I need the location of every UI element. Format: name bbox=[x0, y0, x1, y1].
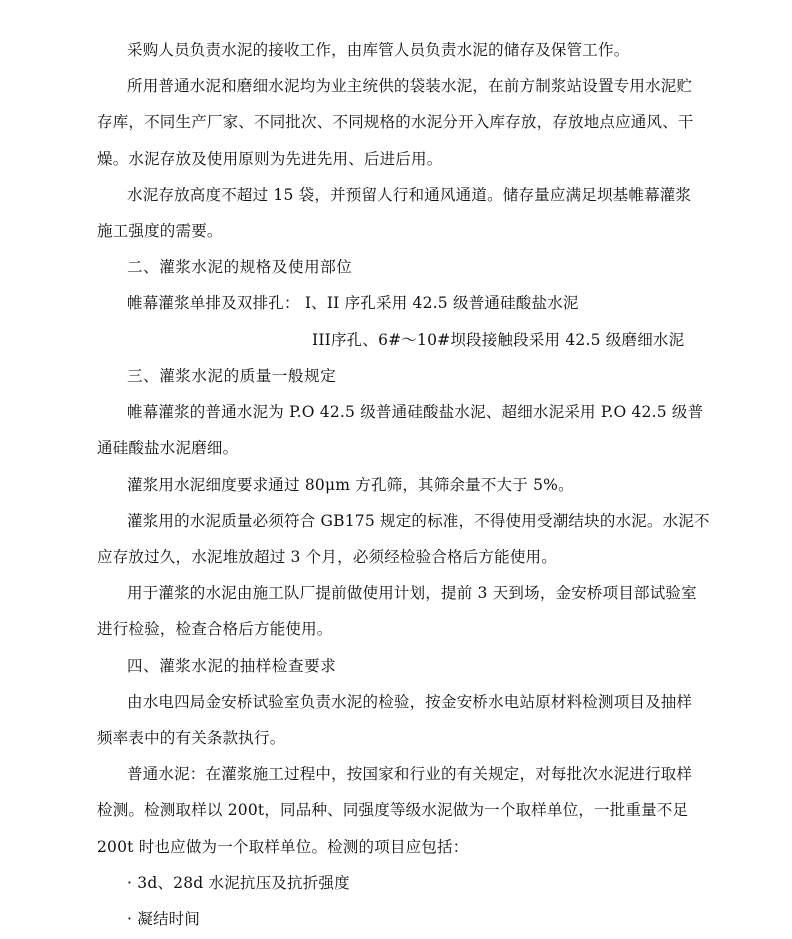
paragraph-line: 应存放过久，水泥堆放超过 3 个月，必须经检验合格后方能使用。 bbox=[97, 548, 557, 566]
paragraph-line: 帷幕灌浆单排及双排孔： I、II 序孔采用 42.5 级普通硅酸盐水泥 bbox=[127, 294, 579, 312]
paragraph-line: 普通水泥：在灌浆施工过程中，按国家和行业的有关规定，对每批次水泥进行取样 bbox=[127, 765, 693, 783]
paragraph-line: 施工强度的需要。 bbox=[97, 222, 223, 240]
paragraph-line: 燥。水泥存放及使用原则为先进先用、后进后用。 bbox=[97, 150, 443, 168]
paragraph-line: 灌浆用的水泥质量必须符合 GB175 规定的标准，不得使用受潮结块的水泥。水泥不 bbox=[127, 512, 710, 530]
paragraph-line: 水泥存放高度不超过 15 袋，并预留人行和通风通道。储存量应满足坝基帷幕灌浆 bbox=[127, 186, 692, 204]
paragraph-line: 由水电四局金安桥试验室负责水泥的检验，按金安桥水电站原材料检测项目及抽样 bbox=[127, 693, 693, 711]
paragraph-line: 用于灌浆的水泥由施工队厂提前做使用计划，提前 3 天到场，金安桥项目部试验室 bbox=[127, 584, 697, 602]
paragraph-line: III序孔、6#～10#坝段接触段采用 42.5 级磨细水泥 bbox=[312, 331, 685, 349]
paragraph-line: 频率表中的有关条款执行。 bbox=[97, 729, 286, 747]
paragraph-line: 200t 时也应做为一个取样单位。检测的项目应包括： bbox=[97, 838, 469, 856]
section-heading: 二、灌浆水泥的规格及使用部位 bbox=[127, 258, 353, 276]
paragraph-line: 帷幕灌浆的普通水泥为 P.O 42.5 级普通硅酸盐水泥、超细水泥采用 P.O 42.5 级普 bbox=[127, 403, 704, 421]
section-heading: 四、灌浆水泥的抽样检查要求 bbox=[127, 657, 337, 675]
paragraph-line: 通硅酸盐水泥磨细。 bbox=[97, 439, 239, 457]
paragraph-line: 存库，不同生产厂家、不同批次、不同规格的水泥分开入库存放，存放地点应通风、干 bbox=[97, 113, 694, 131]
bullet-item: · 凝结时间 bbox=[127, 910, 201, 928]
paragraph-line: 检测。检测取样以 200t，同品种、同强度等级水泥做为一个取样单位，一批重量不足 bbox=[97, 801, 689, 819]
section-heading: 三、灌浆水泥的质量一般规定 bbox=[127, 367, 337, 385]
paragraph-line: 进行检验，检查合格后方能使用。 bbox=[97, 620, 333, 638]
bullet-item: · 3d、28d 水泥抗压及抗折强度 bbox=[127, 874, 350, 892]
paragraph-line: 灌浆用水泥细度要求通过 80μm 方孔筛，其筛余量不大于 5%。 bbox=[127, 476, 574, 494]
paragraph-line: 采购人员负责水泥的接收工作，由库管人员负责水泥的储存及保管工作。 bbox=[127, 41, 630, 59]
paragraph-line: 所用普通水泥和磨细水泥均为业主统供的袋装水泥，在前方制浆站设置专用水泥贮 bbox=[127, 77, 693, 95]
